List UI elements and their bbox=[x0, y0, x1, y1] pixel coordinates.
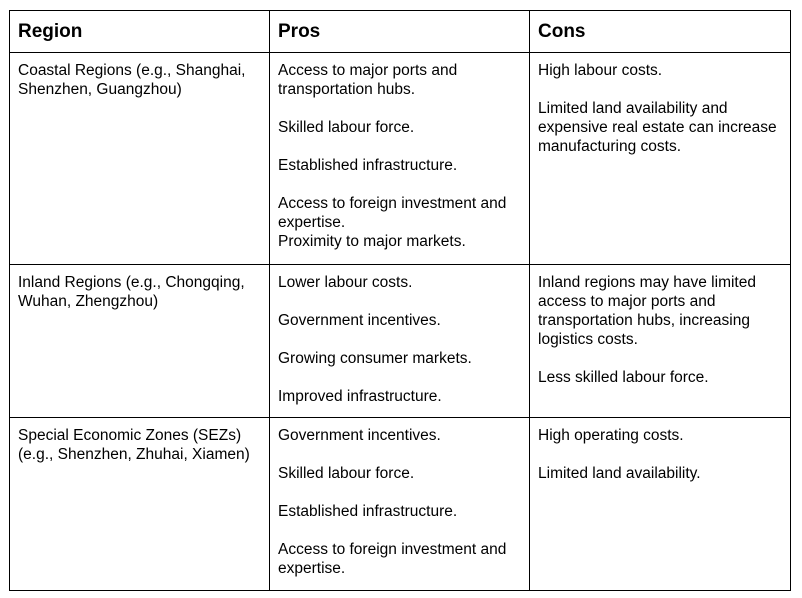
region-cell: Inland Regions (e.g., Chongqing, Wuhan, Zhengzhou) bbox=[10, 265, 270, 418]
pros-item: Skilled labour force. bbox=[278, 119, 415, 136]
cons-cell bbox=[530, 418, 791, 591]
cons-item: High operating costs. bbox=[538, 427, 684, 444]
region-cell: Special Economic Zones (SEZs) (e.g., Shenzhen, Zhuhai, Xiamen) bbox=[10, 418, 270, 591]
cons-item: Limited land availability. bbox=[538, 465, 701, 482]
region-cell: Coastal Regions (e.g., Shanghai, Shenzhen, Guangzhou) bbox=[10, 53, 270, 265]
pros-item: Established infrastructure. bbox=[278, 503, 458, 520]
pros-item: Established infrastructure. bbox=[278, 157, 458, 174]
region-comparison-table bbox=[9, 10, 791, 591]
pros-item: Lower labour costs. bbox=[278, 274, 413, 291]
header-region: Region bbox=[10, 11, 270, 53]
pros-item: Access to major ports and transportation hubs. bbox=[278, 62, 458, 98]
pros-item: Improved infrastructure. bbox=[278, 388, 442, 405]
pros-cell bbox=[270, 265, 530, 418]
pros-item: Government incentives. bbox=[278, 312, 441, 329]
cons-item: High labour costs. bbox=[538, 62, 663, 79]
pros-item: Growing consumer markets. bbox=[278, 350, 472, 367]
cons-item: Inland regions may have limited access to major ports and transportation hubs, increasing logistics costs. bbox=[538, 274, 756, 348]
header-cons: Cons bbox=[530, 11, 791, 53]
pros-item: Skilled labour force. bbox=[278, 465, 415, 482]
pros-item: Proximity to major markets. bbox=[278, 233, 466, 250]
cons-item: Less skilled labour force. bbox=[538, 369, 709, 386]
table-header-row bbox=[10, 11, 791, 53]
table-row bbox=[10, 265, 791, 418]
header-pros: Pros bbox=[270, 11, 530, 53]
pros-cell bbox=[270, 418, 530, 591]
cons-cell bbox=[530, 265, 791, 418]
pros-cell bbox=[270, 53, 530, 265]
table-row bbox=[10, 53, 791, 265]
table-row bbox=[10, 418, 791, 591]
pros-item: Access to foreign investment and expertise. bbox=[278, 541, 507, 577]
pros-item: Government incentives. bbox=[278, 427, 441, 444]
cons-cell bbox=[530, 53, 791, 265]
pros-item: Access to foreign investment and expertise. bbox=[278, 195, 507, 231]
cons-item: Limited land availability and expensive real estate can increase manufacturing costs. bbox=[538, 100, 777, 155]
